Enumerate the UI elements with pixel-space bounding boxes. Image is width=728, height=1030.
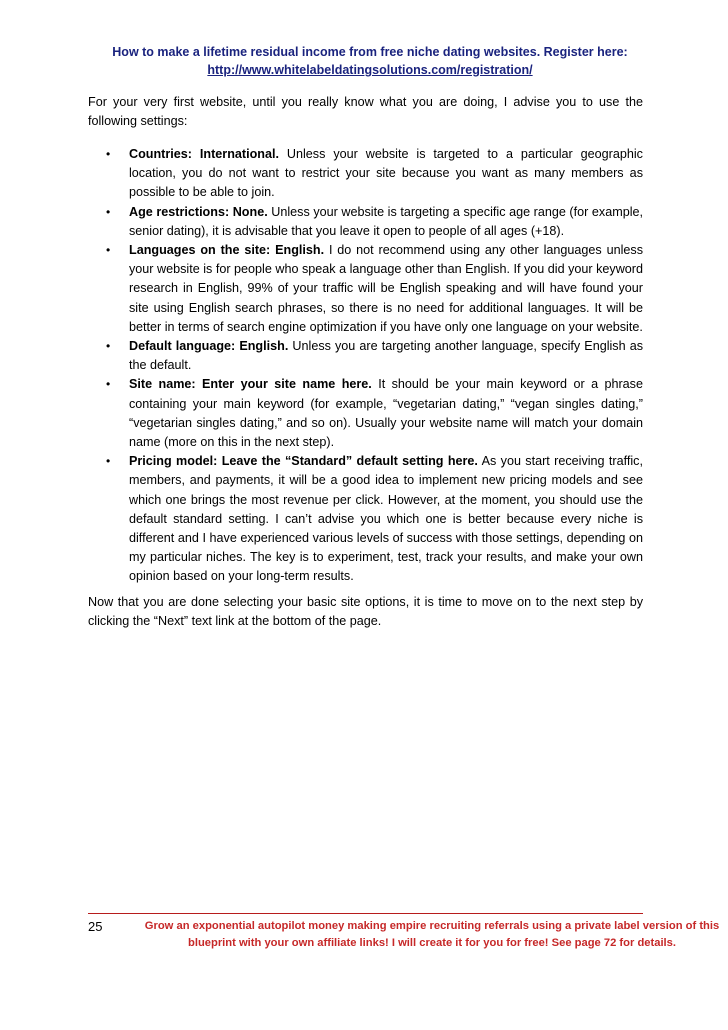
list-item (88, 145, 643, 203)
bullet-icon: • (106, 204, 111, 219)
footer-promo-text: Grow an exponential autopilot money making empire recruiting referrals using a private label version of this blueprint with your own affiliate links! I will create it for you for free! See page 72 for details. (144, 920, 720, 949)
list-item (88, 241, 643, 337)
list-item (88, 375, 643, 452)
setting-text: Unless your website is targeted to a particular geographic location, you do not want to restrict your site because you want as many members as possible to be able to join. (129, 147, 643, 200)
page-header (100, 43, 640, 79)
settings-list (88, 145, 643, 587)
setting-text: As you start receiving traffic, members, and payments, it will be a good idea to implement new pricing models and see which one brings the most revenue per click. However, at the moment, you should use the default standard setting. I can’t advise you which one is better because every niche is different and I have experienced various levels of success with those settings, depending on my particular niches. The key is to experiment, test, track your results, and make your own opinion based on your long-term results. (129, 454, 643, 584)
list-item (88, 452, 643, 586)
setting-text: Unless your website is targeting a specific age range (for example, senior dating), it is advisable that you leave it open to people of all ages (+18). (129, 204, 643, 238)
bullet-icon: • (106, 147, 111, 161)
list-item (88, 337, 643, 375)
setting-label: Default language: English. (129, 339, 289, 354)
list-item (88, 203, 643, 241)
page-number: 25 (88, 919, 103, 934)
setting-text: It should be your main keyword or a phrase containing your main keyword (for example, “vegetarian dating,” “vegan singles dating,” “vegetarian singles dating,” and so on). Usually your website name will match your domain name (more on this in the next step). (129, 377, 643, 450)
header-title: How to make a lifetime residual income from free niche dating websites. Register here: (112, 45, 628, 59)
setting-label: Age restrictions: None. (129, 204, 268, 219)
setting-label: Pricing model: Leave the “Standard” default setting here. (129, 454, 478, 469)
setting-label: Countries: International. (129, 147, 279, 161)
intro-paragraph: For your very first website, until you really know what you are doing, I advise you to use the following settings: (88, 95, 643, 129)
registration-link[interactable]: http://www.whitelabeldatingsolutions.com/registration/ (207, 63, 533, 77)
outro-paragraph: Now that you are done selecting your basic site options, it is time to move on to the next step by clicking the “Next” text link at the bottom of the page. (88, 595, 643, 629)
setting-text: Unless you are targeting another language, specify English as the default. (129, 339, 644, 373)
footer-divider (88, 913, 643, 914)
bullet-icon: • (106, 377, 111, 392)
setting-label: Site name: Enter your site name here. (129, 377, 372, 392)
setting-text: I do not recommend using any other languages unless your website is for people who speak a language other than English. If you did your keyword research in English, 99% of your traffic will be English speaking and will have found your site using English search phrases, so there is no need for additional languages. It will be better in terms of search engine optimization if you have only one language on your website. (129, 243, 643, 334)
bullet-icon: • (106, 454, 111, 469)
bullet-icon: • (106, 339, 111, 354)
bullet-icon: • (106, 243, 111, 258)
setting-label: Languages on the site: English. (129, 243, 325, 258)
